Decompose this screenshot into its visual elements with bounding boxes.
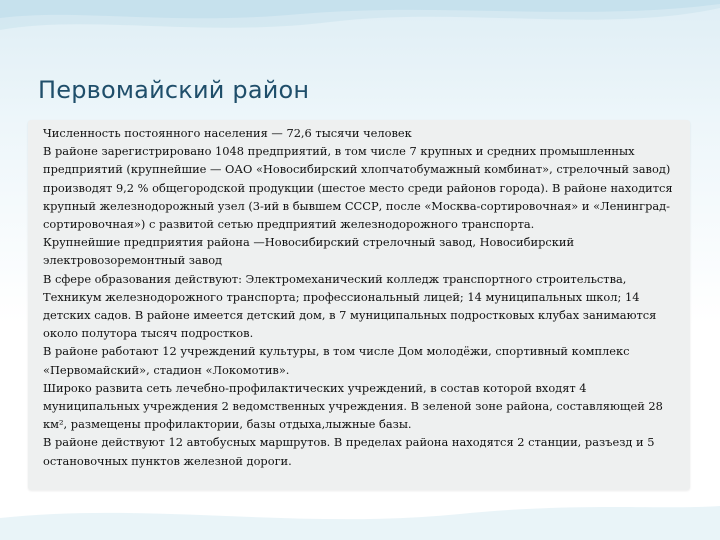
paragraph-education: В сфере образования действуют: Электромеханический колледж транспортного строительства, Техникум железнодорожного транспорта; профессиональный лицей; 14 муниципальных школ; 14 детских садов. В районе имеется детский дом, в 7 муниципальных подростковых клубах занимаются около полутора тысяч подростков. [43, 271, 657, 341]
paragraph-population: Численность постоянного населения — 72,6 тысячи человек [43, 126, 412, 140]
paragraph-culture: В районе работают 12 учреждений культуры, в том числе Дом молодёжи, спортивный комплекс «Первомайский», стадион «Локомотив». [43, 344, 630, 377]
paragraph-enterprises: В районе зарегистрировано 1048 предприятий, в том числе 7 крупных и средних промышленных предприятий (крупнейшие — ОАО «Новосибирский хлопчатобумажный комбинат», стрелочный завод) производят 9,2 % общегородской продукции (шестое место среди районов города). В районе находится крупный железнодорожный узел (3-ий в бывшем СССР, после «Москва-сортировочная» и «Ленинград-сортировочная») с развитой сетью предприятий железнодорожного транспорта. [43, 144, 673, 232]
paragraph-largest-enterprises: Крупнейшие предприятия района —Новосибирский стрелочный завод, Новосибирский электровозоремонтный завод [43, 235, 575, 268]
top-wave-decoration [0, 0, 720, 80]
paragraph-healthcare: Широко развита сеть лечебно-профилактических учреждений, в состав которой входят 4 муниципальных учреждения 2 ведомственных учреждения. В зеленой зоне района, составляющей 28 км², размещены профилактории, базы отдыха,лыжные базы. [43, 380, 663, 432]
paragraph-transport: В районе действуют 12 автобусных маршрутов. В пределах района находятся 2 станции, разъезд и 5 остановочных пунктов железной дороги. [43, 435, 655, 468]
slide-title: Первомайский район [38, 76, 310, 104]
slide-body [43, 124, 683, 470]
